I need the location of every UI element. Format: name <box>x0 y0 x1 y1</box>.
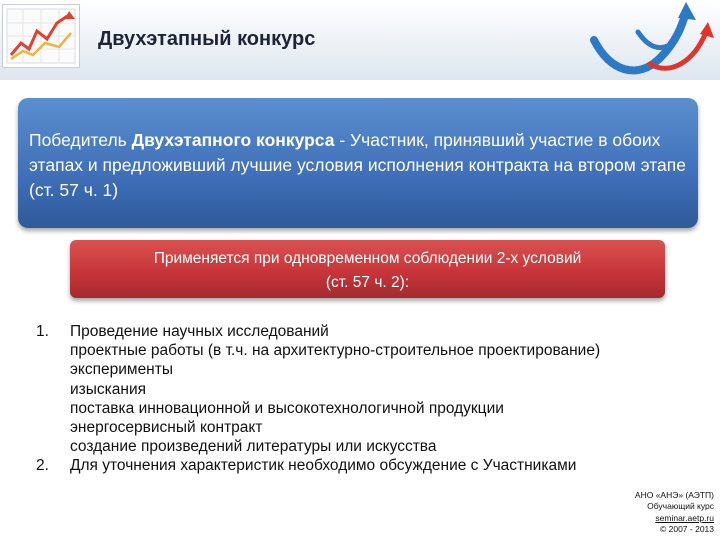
definition-term: Двухэтапного конкурса <box>131 130 335 150</box>
footer-site-link[interactable]: seminar.aetp.ru <box>655 512 714 523</box>
footer-credits <box>635 490 714 535</box>
rising-chart-icon <box>2 4 80 68</box>
conditions-list <box>36 322 706 476</box>
list-line: энергосервисный контракт <box>70 419 263 437</box>
condition-line1: Применяется при одновременном соблюдении 2-х условий <box>153 250 582 267</box>
definition-part1: Победитель <box>29 130 132 150</box>
list-line: изыскания <box>70 380 147 398</box>
list-line: проектные работы (в т.ч. на архитектурно-строительное проектирование) <box>70 342 601 360</box>
list-line: создание произведений литературы или искусства <box>70 438 437 456</box>
condition-text <box>70 247 665 295</box>
header-bar <box>0 0 720 80</box>
footer-org: АНО «АНЭ» (АЭТП) <box>634 490 714 500</box>
list-number: 2. <box>36 457 49 475</box>
condition-line2: (ст. 57 ч. 2): <box>325 274 410 291</box>
swoosh-arrow-icon <box>590 2 718 78</box>
list-line: Для уточнения характеристик необходимо обсуждение с Участниками <box>70 457 577 475</box>
list-line: поставка инновационной и высокотехнологичной продукции <box>70 399 504 417</box>
footer-copyright: © 2007 - 2013 <box>660 523 714 534</box>
footer-course: Обучающий курс <box>647 501 714 512</box>
list-line: эксперименты <box>70 361 173 379</box>
page-title: Двухэтапный конкурс <box>98 28 316 50</box>
list-item <box>36 456 706 475</box>
definition-text <box>29 128 699 203</box>
list-number: 1. <box>36 323 49 340</box>
list-line: Проведение научных исследований <box>70 323 329 340</box>
list-item <box>36 322 706 456</box>
definition-part3: - Участник, принявший участие в обоих этапах и предложивший лучшие условия исполнения контракта на втором этапе (ст. 57 ч. 1) <box>29 130 686 200</box>
